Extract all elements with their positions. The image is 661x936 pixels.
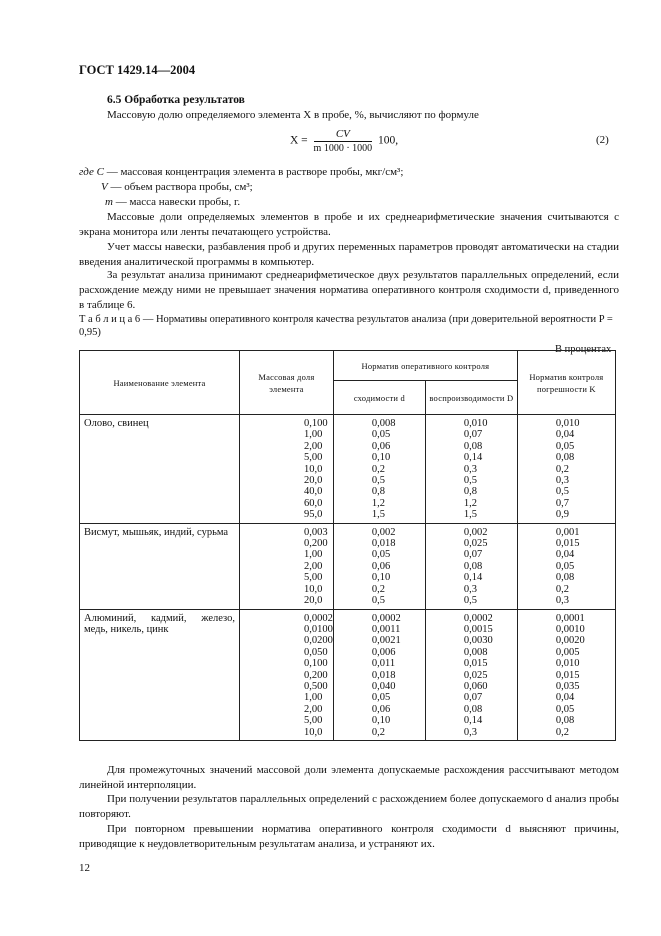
paragraph: Массовые доли определяемых элементов в пробе и их среднеарифметические значения считываются с экрана монитора или ленты печатающего устройства. (79, 211, 619, 238)
value: 0,2 (555, 726, 569, 738)
value: 0,2 (371, 583, 385, 595)
value: 60,0 (304, 497, 323, 509)
value: 0,3 (463, 726, 477, 738)
value: 0,008 (463, 646, 488, 658)
value: 0,8 (463, 486, 477, 498)
reproducibility-cell (425, 523, 517, 609)
value: 0,002 (463, 526, 488, 538)
value: 0,10 (371, 715, 391, 727)
value: 10,0 (304, 463, 323, 475)
value: 0,04 (555, 549, 575, 561)
table-row (80, 609, 616, 740)
reproducibility-cell (425, 415, 517, 524)
value: 0,06 (371, 560, 391, 572)
section-title: 6.5 Обработка результатов (107, 94, 245, 106)
value: 0,05 (371, 429, 391, 441)
value: 0,035 (555, 680, 580, 692)
value: 0,3 (463, 463, 477, 475)
value: 0,0001 (555, 612, 585, 624)
value: 0,5 (463, 475, 477, 487)
value: 0,015 (555, 538, 580, 550)
value: 0,018 (371, 538, 396, 550)
value: 10,0 (304, 583, 323, 595)
table-row (80, 415, 616, 524)
value: 0,05 (555, 440, 575, 452)
where-symbol: m (105, 196, 113, 208)
value: 0,04 (555, 429, 575, 441)
value: 0,8 (371, 486, 385, 498)
value: 0,025 (463, 538, 488, 550)
where-symbol: V (101, 181, 108, 193)
value: 0,0021 (371, 635, 401, 647)
value: 0,05 (555, 560, 575, 572)
value: 0,07 (463, 429, 483, 441)
value: 0,9 (555, 509, 569, 521)
value: 1,2 (463, 497, 477, 509)
formula-fraction (314, 128, 373, 154)
paragraph: Для промежуточных значений массовой доли элемента допускаемые расхождения рассчитывают методом линейной интерполяции. (79, 764, 619, 791)
intro-text: Массовую долю определяемого элемента X в пробе, %, вычисляют по формуле (107, 109, 479, 121)
error-control-cell (517, 523, 615, 609)
paragraph: При получении результатов параллельных определений с расхождением более допускаемого d анализ пробы повторяют. (79, 793, 619, 820)
value: 0,006 (371, 646, 396, 658)
convergence-cell (333, 523, 425, 609)
page-number: 12 (79, 862, 90, 874)
value: 0,0011 (371, 623, 401, 635)
value: 1,00 (304, 429, 323, 441)
where-line-v (101, 180, 253, 195)
where-line-m (105, 195, 240, 210)
value: 0,2 (371, 726, 385, 738)
value: 1,00 (304, 549, 323, 561)
paragraph: При повторном превышении норматива оперативного контроля сходимости d выясняют причины, приводящие к неудовлетворительным результатам анализа, и устраняют их. (79, 823, 619, 850)
where-symbol: где C (79, 166, 104, 178)
value: 40,0 (304, 486, 323, 498)
value: 2,00 (304, 560, 323, 572)
value: 0,5 (371, 475, 385, 487)
value: 0,0010 (555, 623, 585, 635)
element-name-cell: Алюминий, кадмий, железо, медь, никель, цинк (80, 609, 240, 740)
value: 1,5 (371, 509, 385, 521)
standard-header: ГОСТ 1429.14—2004 (79, 63, 196, 77)
formula-denominator: m 1000 · 1000 (313, 143, 373, 154)
where-text: — объем раствора пробы, см³; (107, 181, 253, 193)
value: 0,08 (555, 452, 575, 464)
value: 0,008 (371, 418, 396, 429)
value: 0,018 (371, 669, 396, 681)
formula-lhs: X = (290, 134, 308, 147)
value: 0,015 (463, 658, 488, 670)
value: 0,050 (304, 646, 328, 658)
value: 0,3 (555, 475, 569, 487)
value: 10,0 (304, 726, 323, 738)
value: 5,00 (304, 452, 323, 464)
element-name-cell: Висмут, мышьяк, индий, сурьма (80, 523, 240, 609)
value: 0,3 (463, 583, 477, 595)
value: 0,040 (371, 680, 396, 692)
mass-fraction-cell (240, 523, 334, 609)
header-convergence: сходимости d (333, 381, 425, 415)
table-row (80, 523, 616, 609)
value: 0,5 (371, 595, 385, 607)
formula-numerator: CV (314, 128, 373, 142)
value: 0,10 (371, 452, 391, 464)
header-control: Норматив оперативного контроля (333, 351, 517, 381)
value: 1,2 (371, 497, 385, 509)
value: 0,04 (555, 692, 575, 704)
value: 0,08 (463, 440, 483, 452)
value: 0,0020 (555, 635, 585, 647)
value: 0,08 (555, 715, 575, 727)
value: 0,5 (463, 595, 477, 607)
value: 0,05 (371, 692, 391, 704)
value: 0,0030 (463, 635, 493, 647)
reproducibility-cell (425, 609, 517, 740)
value: 0,100 (304, 418, 328, 429)
mass-fraction-cell (240, 415, 334, 524)
value: 0,025 (463, 669, 488, 681)
convergence-cell (333, 415, 425, 524)
value: 0,08 (463, 703, 483, 715)
value: 2,00 (304, 703, 323, 715)
convergence-cell (333, 609, 425, 740)
table-caption (79, 313, 619, 339)
value: 0,14 (463, 452, 483, 464)
value: 0,0002 (463, 612, 493, 624)
value: 0,14 (463, 572, 483, 584)
value: 0,3 (555, 595, 569, 607)
value: 0,08 (555, 572, 575, 584)
unit-note: В процентах (555, 344, 612, 355)
value: 0,200 (304, 669, 328, 681)
value: 0,100 (304, 658, 328, 670)
paragraph: За результат анализа принимают среднеарифметическое двух результатов параллельных определений, если расхождение между ними не превышает значения норматива оперативного контроля сходимости d, приведенного в таблице 6. (79, 269, 619, 311)
value: 0,500 (304, 680, 328, 692)
value: 0,010 (555, 418, 580, 429)
header-element: Наименование элемента (80, 351, 240, 415)
value: 0,005 (555, 646, 580, 658)
table-caption-prefix: Т а б л и ц а 6 (79, 314, 141, 325)
value: 0,010 (463, 418, 488, 429)
value: 0,7 (555, 497, 569, 509)
where-line-c (79, 165, 403, 180)
value: 5,00 (304, 715, 323, 727)
value: 0,14 (463, 715, 483, 727)
value: 0,200 (304, 538, 328, 550)
header-reproducibility: воспроизводимости D (425, 381, 517, 415)
value: 1,00 (304, 692, 323, 704)
value: 0,5 (555, 486, 569, 498)
norms-table (79, 350, 616, 741)
value: 0,06 (371, 440, 391, 452)
value: 95,0 (304, 509, 323, 521)
value: 0,05 (371, 549, 391, 561)
value: 0,0015 (463, 623, 493, 635)
value: 0,2 (555, 463, 569, 475)
value: 20,0 (304, 595, 323, 607)
error-control-cell (517, 609, 615, 740)
value: 5,00 (304, 572, 323, 584)
value: 0,002 (371, 526, 396, 538)
mass-fraction-cell (240, 609, 334, 740)
value: 20,0 (304, 475, 323, 487)
value: 0,08 (463, 560, 483, 572)
equation-number: (2) (596, 134, 609, 146)
value: 0,001 (555, 526, 580, 538)
value: 0,07 (463, 692, 483, 704)
value: 0,05 (555, 703, 575, 715)
paragraph: Учет массы навески, разбавления проб и других переменных параметров проводят автоматически на стадии введения аналитической программы в компьютер. (79, 241, 619, 268)
value: 0,07 (463, 549, 483, 561)
header-mass: Массовая доля элемента (240, 351, 334, 415)
value: 0,060 (463, 680, 488, 692)
value: 0,0002 (304, 612, 333, 624)
value: 0,2 (555, 583, 569, 595)
value: 0,10 (371, 572, 391, 584)
element-name-cell: Олово, свинец (80, 415, 240, 524)
table-caption-text: — Нормативы оперативного контроля качества результатов анализа (при доверительной вероятности P = 0,95) (79, 314, 613, 338)
table-body (80, 415, 616, 741)
formula-tail: 100, (378, 134, 399, 147)
value: 0,0002 (371, 612, 401, 624)
value: 0,010 (555, 658, 580, 670)
value: 1,5 (463, 509, 477, 521)
value: 0,015 (555, 669, 580, 681)
value: 0,06 (371, 703, 391, 715)
header-error: Норматив контроля погрешности K (517, 351, 615, 415)
where-text: — масса навески пробы, г. (112, 196, 241, 208)
value: 0,003 (304, 526, 328, 538)
value: 0,0200 (304, 635, 333, 647)
value: 0,2 (371, 463, 385, 475)
where-text: — массовая концентрация элемента в растворе пробы, мкг/см³; (103, 166, 404, 178)
value: 0,011 (371, 658, 396, 670)
formula (290, 128, 398, 154)
error-control-cell (517, 415, 615, 524)
value: 2,00 (304, 440, 323, 452)
value: 0,0100 (304, 623, 333, 635)
